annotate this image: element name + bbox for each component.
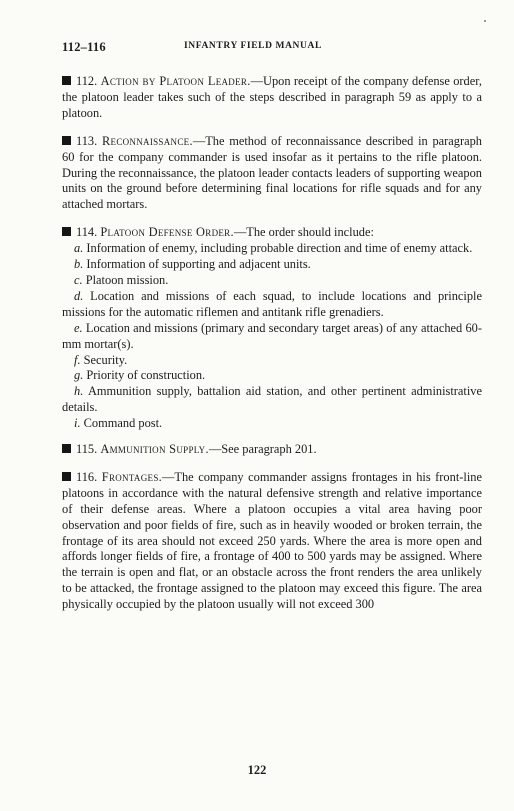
paragraph-number: 112. [76,74,98,88]
list-item [62,289,482,321]
item-letter: b. [74,257,84,272]
list-item [62,368,482,384]
list-item [62,321,482,353]
paragraph-heading [62,225,482,241]
paragraph-text: —See paragraph 201. [208,442,317,457]
paragraph-text: —The company commander assigns frontages in his front-line platoons in accordance with the natural defensive strength and relative importance of their defense areas. Where a platoon occupies a vital area having poor observation and poor fields of fire, such as in heavily wooded or broken terrain, the frontage of its area should not exceed 250 yards. Where the area is more open and affords longer fields of fire, a frontage of 400 to 500 yards may be assigned. Where the terrain is open and flat, or an obstacle across the front renders the area unlikely to be attacked, the frontage assigned to the platoon may exceed this figure. The area physically occupied by the platoon usually will not exceed 300 [62,469,482,612]
paragraph-title: Frontages. [101,469,163,484]
paragraph-number: 115. [76,442,98,457]
item-letter: h. [74,384,84,399]
section-bullet-icon [62,444,71,453]
paragraph-title: Ammunition Supply. [100,442,209,457]
paragraph-title: Action by Platoon Leader. [100,74,251,88]
list-item [62,384,482,416]
paragraph-text: —The order should include: [233,225,374,240]
item-letter: i. [74,416,81,431]
item-text: Ammunition supply, battalion aid station, and other pertinent administrative details. [62,384,482,415]
paragraph-number: 113. [76,133,98,148]
section-range: 112–116 [62,40,106,54]
paragraph-title: Platoon Defense Order. [100,225,234,240]
item-text: Location and missions of each squad, to include locations and principle missions for the automatic riflemen and antitank rifle grenadiers. [62,288,482,319]
list-item [62,257,482,273]
item-text: Security. [83,352,128,367]
item-text: Platoon mission. [85,272,169,287]
paragraph-number: 116. [76,469,98,484]
item-letter: f. [74,352,81,367]
section-bullet-icon [62,227,71,236]
paragraph-113 [62,134,482,214]
item-letter: g. [74,368,84,383]
item-letter: e. [74,320,83,335]
section-bullet-icon [62,76,71,85]
paragraph-text: —The method of reconnaissance described in paragraph 60 for the company commander is used insofar as it pertains to the rifle platoon. During the reconnaissance, the platoon leader contacts leaders of supporting weapon units on the ground before determining final locations for rifle squads and for any attached mortars. [62,133,482,212]
item-text: Information of enemy, including probable direction and time of enemy attack. [86,241,473,256]
list-item [62,241,482,257]
item-letter: c. [74,272,83,287]
item-text: Location and missions (primary and secondary target areas) of any attached 60-mm mortar(s). [62,320,482,351]
scan-speck [484,20,486,22]
paragraph-title: Reconnaissance. [101,133,193,148]
section-bullet-icon [62,136,71,145]
page-number: 122 [247,763,267,777]
item-letter: d. [74,288,84,303]
paragraph-112 [62,74,482,122]
item-text: Command post. [83,416,163,431]
list-item [62,416,482,432]
item-text: Information of supporting and adjacent units. [86,257,311,272]
list-item [62,273,482,289]
page-header [62,40,482,56]
paragraph-text: —Upon receipt of the company defense order, the platoon leader takes such of the steps described in paragraph 59 as apply to a platoon. [62,74,482,120]
page-body [62,74,482,625]
item-text: Priority of construction. [86,368,206,383]
paragraph-115 [62,442,482,458]
running-title: INFANTRY FIELD MANUAL [184,41,322,51]
paragraph-116 [62,470,482,613]
section-bullet-icon [62,472,71,481]
item-letter: a. [74,241,84,256]
paragraph-114 [62,225,482,432]
list-item [62,353,482,369]
paragraph-number: 114. [76,225,98,240]
